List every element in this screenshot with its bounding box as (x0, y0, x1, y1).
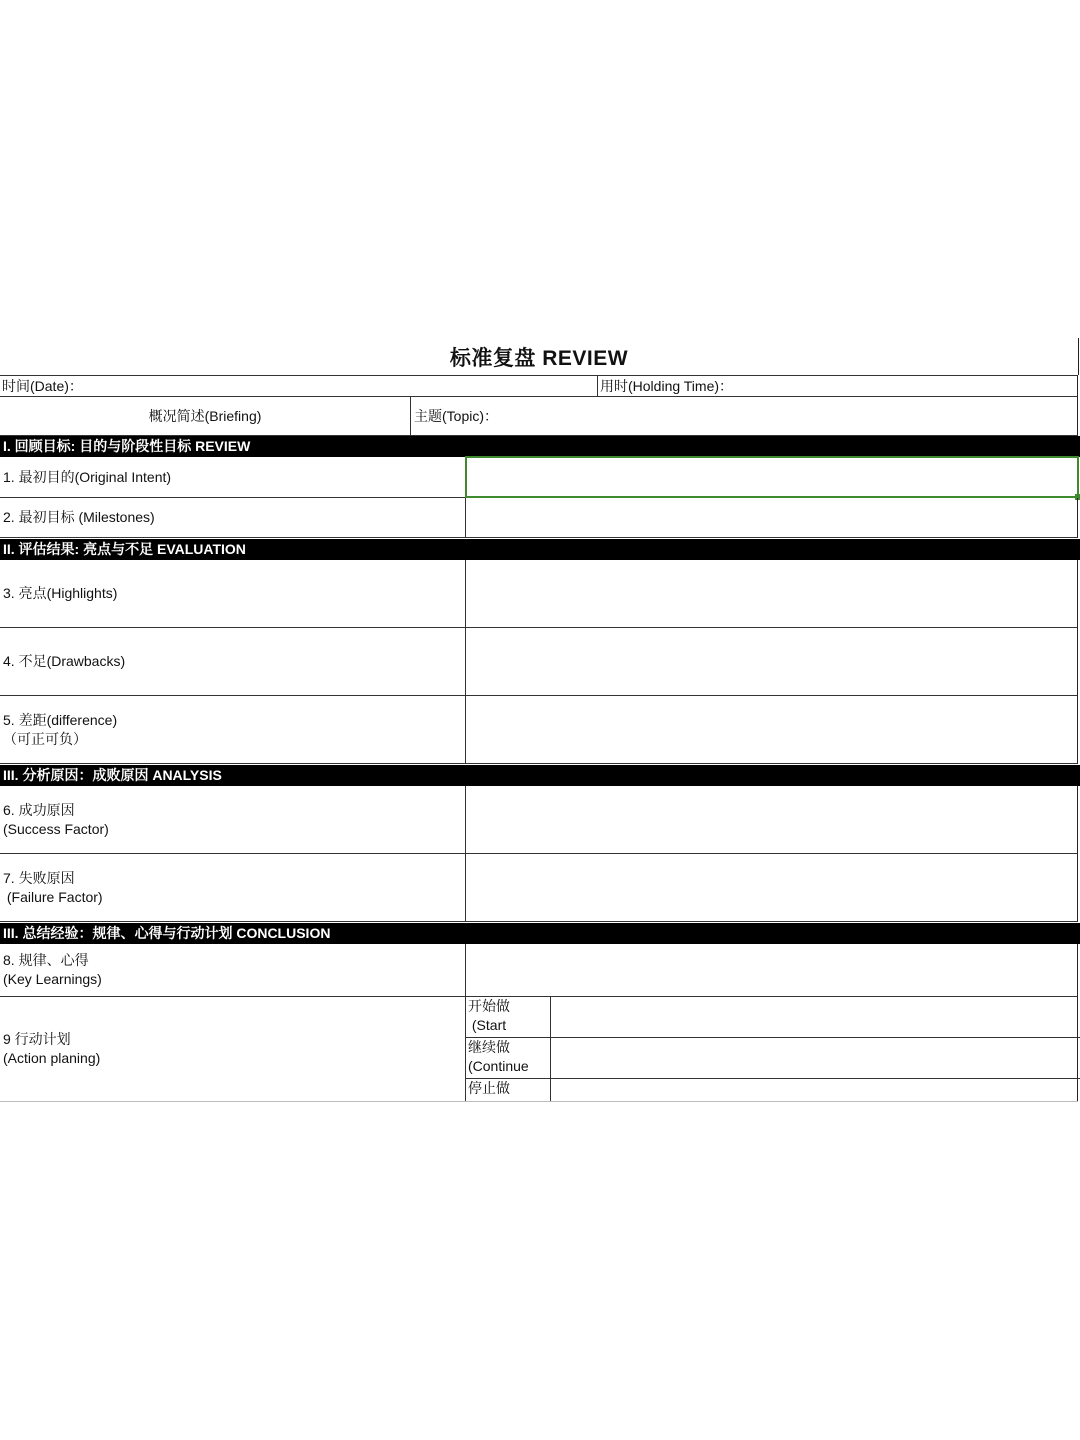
holding-time-cell[interactable] (598, 376, 1077, 396)
action-plan-label: 9 行动计划 (3, 1031, 71, 1047)
row-highlights (0, 560, 1078, 628)
sheet-title: 标准复盘 REVIEW (0, 338, 1079, 375)
key-learnings-label: 8. 规律、心得 (3, 952, 89, 968)
row-key-learnings (0, 944, 1078, 997)
action-plan-label-cell (0, 997, 466, 1101)
row-drawbacks (0, 628, 1078, 696)
section-review-header: I. 回顾目标: 目的与阶段性目标 REVIEW (0, 436, 1080, 457)
action-stop-label (466, 1079, 551, 1101)
topic-cell[interactable] (411, 397, 1077, 435)
action-continue-input[interactable] (552, 1038, 1078, 1078)
action-start-input[interactable] (552, 997, 1078, 1037)
section-evaluation-header: II. 评估结果: 亮点与不足 EVALUATION (0, 539, 1080, 560)
sheet-bottom-edge (0, 1101, 1078, 1102)
key-learnings-en: (Key Learnings) (3, 971, 102, 987)
difference-label: 5. 差距(difference) (3, 711, 118, 728)
row-difference (0, 696, 1078, 764)
milestones-label-cell (0, 498, 466, 537)
difference-note: （可正可负） (3, 730, 87, 747)
action-continue-cn: 继续做 (468, 1039, 510, 1055)
failure-factor-en: (Failure Factor) (3, 888, 103, 905)
milestones-label: 2. 最初目标 (Milestones) (3, 509, 155, 525)
row-original-intent (0, 457, 1078, 498)
failure-factor-label: 7. 失败原因 (3, 869, 75, 886)
section-analysis-header: III. 分析原因：成败原因 ANALYSIS (0, 765, 1080, 786)
original-intent-label-cell (0, 457, 466, 497)
action-stop-cn: 停止做 (468, 1080, 510, 1096)
date-cell[interactable] (0, 376, 598, 396)
success-factor-label: 6. 成功原因 (3, 801, 75, 818)
drawbacks-label: 4. 不足(Drawbacks) (3, 653, 126, 669)
briefing-row (0, 397, 1078, 436)
difference-label-cell (0, 696, 466, 763)
failure-factor-label-cell (0, 854, 466, 921)
action-continue-en: (Continue (468, 1058, 529, 1074)
milestones-input[interactable] (466, 498, 1077, 537)
success-factor-input[interactable] (466, 786, 1077, 853)
action-plan-en: (Action planing) (3, 1050, 101, 1066)
highlights-label: 3. 亮点(Highlights) (3, 585, 118, 601)
action-continue-label (466, 1038, 551, 1078)
briefing-cell[interactable] (0, 397, 411, 435)
selected-cell-highlight (465, 456, 1079, 498)
original-intent-label: 1. 最初目的(Original Intent) (3, 468, 172, 485)
action-start-en: (Start (468, 1017, 507, 1033)
date-row (0, 375, 1078, 397)
success-factor-en: (Success Factor) (3, 820, 109, 837)
row-success-factor (0, 786, 1078, 854)
highlights-label-cell (0, 560, 466, 627)
highlights-input[interactable] (466, 560, 1077, 627)
holding-time-label: 用时(Holding Time)： (600, 378, 734, 394)
action-stop-input[interactable] (552, 1079, 1078, 1101)
row-milestones (0, 498, 1078, 538)
action-start-cn: 开始做 (468, 998, 510, 1014)
failure-factor-input[interactable] (466, 854, 1077, 921)
key-learnings-label-cell (0, 944, 466, 996)
date-label: 时间(Date)： (2, 378, 83, 394)
success-factor-label-cell (0, 786, 466, 853)
drawbacks-label-cell (0, 628, 466, 695)
drawbacks-input[interactable] (466, 628, 1077, 695)
section-conclusion-header: III. 总结经验：规律、心得与行动计划 CONCLUSION (0, 923, 1080, 944)
row-failure-factor (0, 854, 1078, 922)
key-learnings-input[interactable] (466, 944, 1077, 996)
difference-input[interactable] (466, 696, 1077, 763)
topic-label: 主题(Topic)： (414, 407, 499, 424)
action-start-label (466, 997, 551, 1038)
briefing-label: 概况简述(Briefing) (148, 407, 262, 424)
